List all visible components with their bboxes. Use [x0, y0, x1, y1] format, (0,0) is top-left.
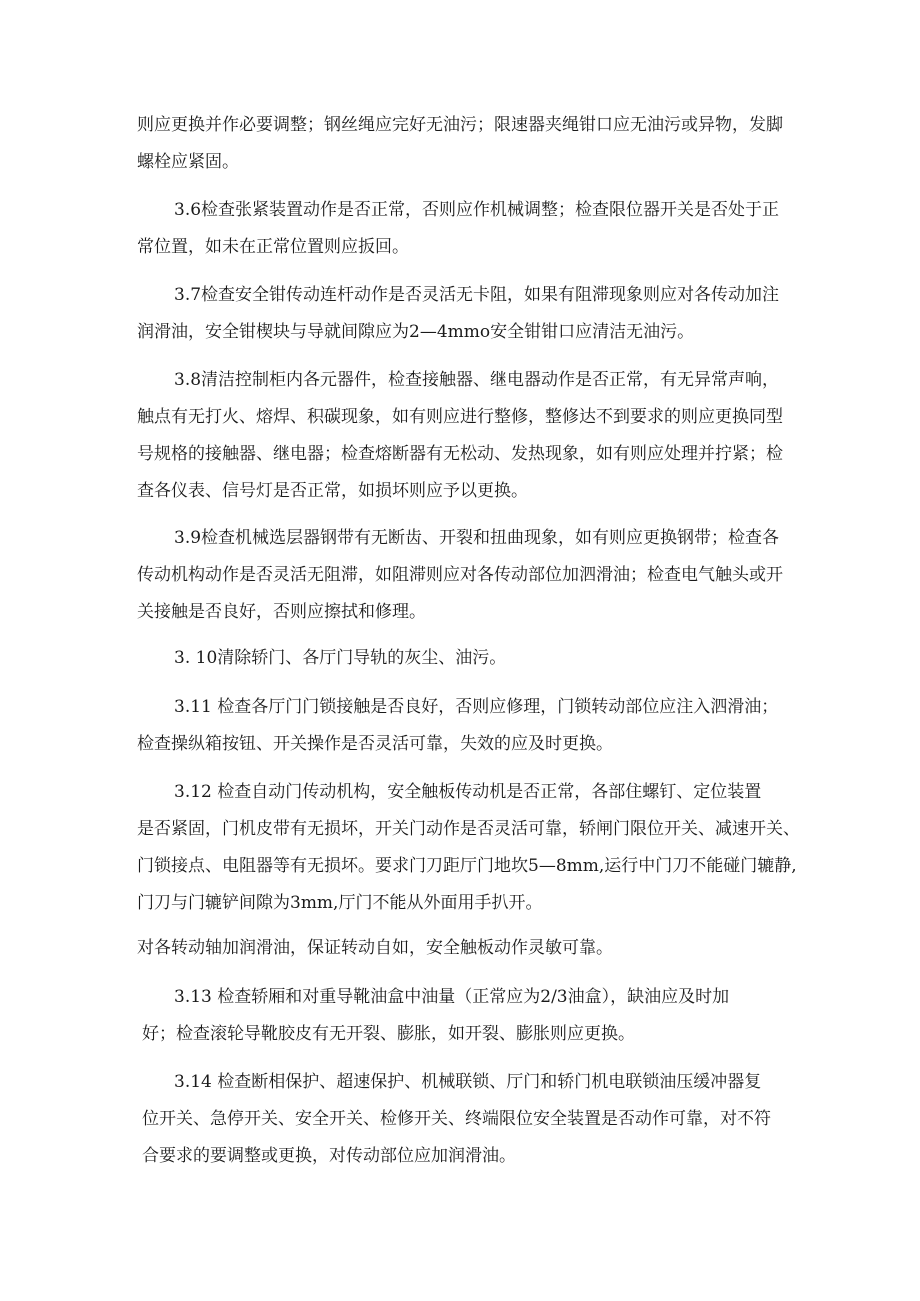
- text-line: 3.11 检查各厅门门锁接触是否良好，否则应修理，门锁转动部位应注入泗滑油；: [174, 697, 779, 717]
- text-line: 3.13 检查轿厢和对重导靴油盒中油量（正常应为2/3油盒），缺油应及时加: [174, 987, 730, 1007]
- text-line: 3.9检查机械选层器钢带有无断齿、开裂和扭曲现象，如有则应更换钢带；检查各: [174, 528, 780, 548]
- text-line: 常位置，如未在正常位置则应扳回。: [137, 237, 409, 257]
- paragraph-3-14: [137, 1064, 797, 1175]
- text-line: 3.12 检查自动门传动机构，安全触板传动机是否正常，各部住螺钉、定位装置: [174, 782, 762, 802]
- text-line: 号规格的接触器、继电器；检查熔断器有无松动、发热现象，如有则应处理并拧紧；检: [137, 444, 783, 464]
- paragraph-3-11: [137, 689, 797, 763]
- text-line: 3.6检查张紧装置动作是否正常，否则应作机械调整；检查限位器开关是否处于正: [174, 200, 780, 220]
- text-line: 3. 10清除轿门、各厅门导轨的灰尘、油污。: [174, 648, 507, 668]
- paragraph-3-13: [137, 979, 797, 1053]
- text-line: 门刀与门辘铲间隙为3mm,厅门不能从外面用手扒开。: [137, 893, 543, 913]
- text-line: 3.14 检查断相保护、超速保护、机械联锁、厅门和轿门机电联锁油压缓冲器复: [174, 1072, 762, 1092]
- text-line: 门锁接点、电阻器等有无损坏。要求门刀距厅门地坎5—8mm,运行中门刀不能碰门辘静,: [137, 856, 797, 876]
- text-line: 传动机构动作是否灵活无阻滞，如阻滞则应对各传动部位加泗滑油；检查电气触头或开: [137, 565, 783, 585]
- text-line: 3.8清洁控制柜内各元器件，检查接触器、继电器动作是否正常，有无异常声响，: [174, 370, 780, 390]
- text-line: 对各转动轴加润滑油，保证转动自如，安全触板动作灵敏可靠。: [137, 938, 613, 958]
- paragraph-3-8: [137, 362, 797, 510]
- text-line: 螺栓应紧固。: [137, 152, 239, 172]
- paragraph-lubrication: [137, 930, 797, 967]
- text-line: 位开关、急停开关、安全开关、检修开关、终端限位安全装置是否动作可靠，对不符: [142, 1109, 771, 1129]
- paragraph-3-12: [137, 774, 800, 922]
- text-line: 关接触是否良好，否则应擦拭和修理。: [137, 602, 426, 622]
- text-line: 是否紧固，门机皮带有无损坏，开关门动作是否灵活可靠，轿闸门限位开关、减速开关、: [137, 819, 800, 839]
- text-line: 触点有无打火、熔焊、积碳现象，如有则应进行整修，整修达不到要求的则应更换同型: [137, 407, 783, 427]
- text-line: 合要求的要调整或更换，对传动部位应加润滑油。: [142, 1146, 516, 1166]
- text-line: 3.7检查安全钳传动连杆动作是否灵活无卡阻，如果有阻滞现象则应对各传动加注: [174, 285, 780, 305]
- text-line: 好；检查滚轮导靴胶皮有无开裂、膨胀，如开裂、膨胀则应更换。: [142, 1024, 635, 1044]
- text-line: 则应更换并作必要调整；钢丝绳应完好无油污；限速器夹绳钳口应无油污或异物，发脚: [137, 115, 783, 135]
- paragraph-3-6: [137, 192, 797, 266]
- text-line: 查各仪表、信号灯是否正常，如损坏则应予以更换。: [137, 481, 528, 501]
- text-line: 润滑油，安全钳楔块与导就间隙应为2—4mmo安全钳钳口应清洁无油污。: [137, 322, 695, 342]
- paragraph-3-7: [137, 277, 797, 351]
- text-line: 检查操纵箱按钮、开关操作是否灵活可靠，失效的应及时更换。: [137, 734, 613, 754]
- paragraph-continuation: [137, 107, 797, 181]
- paragraph-3-9: [137, 520, 797, 631]
- paragraph-3-10: [137, 640, 797, 677]
